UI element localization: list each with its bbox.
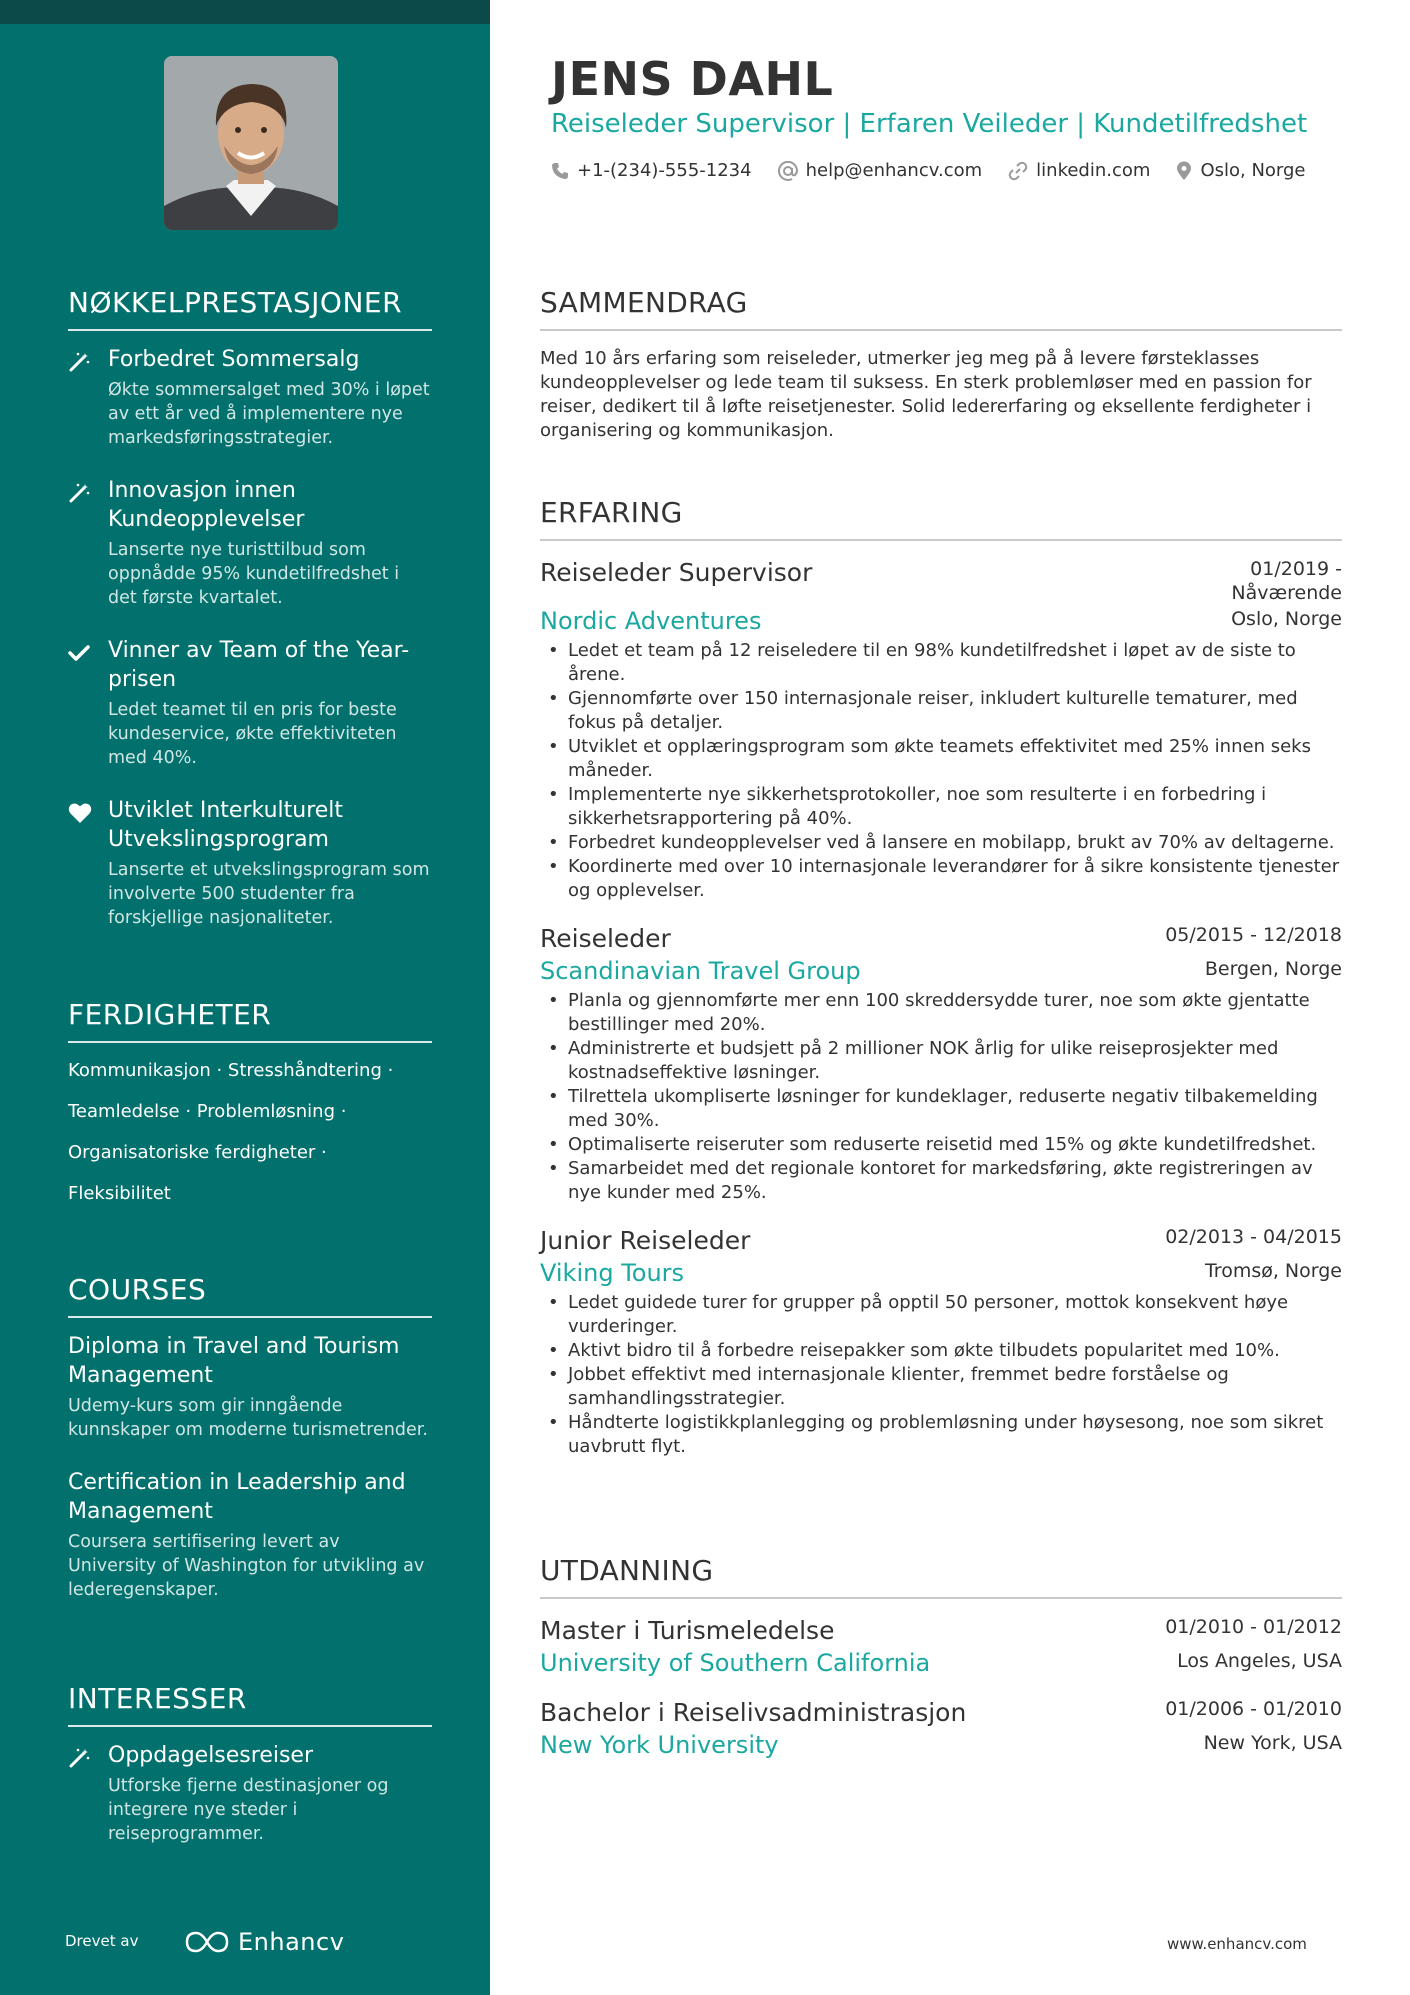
magic-wand-icon <box>68 345 108 450</box>
summary-text: Med 10 års erfaring som reiseleder, utmerker jeg meg på å levere førsteklasses kundeopplevelser og lede team til suksess. En sterk problemløser med en passion for reiser, dedikert til å løfte reisetjenester. Solid ledererfaring og eksellente ferdigheter i organisering og kommunikasjon. <box>540 348 1312 441</box>
location-pin-icon <box>1176 161 1192 181</box>
bullet-item: • Administrerte et budsjett på 2 millioner NOK årlig for ulike reiseprosjekter med kostnadseffektive løsninger. <box>540 1037 1342 1085</box>
candidate-name: JENS DAHL <box>551 52 834 106</box>
education-entry <box>540 1697 1342 1761</box>
school-location: Los Angeles, USA <box>1177 1650 1342 1672</box>
magic-wand-icon <box>68 1741 108 1846</box>
degree-title: Master i Turismeledelse <box>540 1616 835 1645</box>
bullet-item: • Gjennomførte over 150 internasjonale reiser, inkludert kulturelle tematurer, med fokus på detaljer. <box>540 687 1342 735</box>
job-date: 05/2015 - 12/2018 <box>1165 924 1342 946</box>
skill-line: Organisatoriske ferdigheter · <box>68 1142 327 1163</box>
job-title: Reiseleder Supervisor <box>540 558 813 587</box>
job-entry <box>540 557 1342 903</box>
at-sign-icon <box>778 161 798 181</box>
job-location: Oslo, Norge <box>1231 608 1342 630</box>
school-name: University of Southern California <box>540 1649 931 1677</box>
interest-desc: Utforske fjerne destinasjoner og integrere nye steder i reiseprogrammer. <box>108 1776 389 1844</box>
bullet-item: • Optimaliserte reiseruter som reduserte reisetid med 15% og økte kundetilfredshet. <box>540 1133 1342 1157</box>
course-title: Diploma in Travel and Tourism Management <box>68 1334 400 1388</box>
achievement-item <box>68 636 432 770</box>
link-icon <box>1008 161 1028 181</box>
email-text: help@enhancv.com <box>805 160 983 181</box>
achievement-title: Innovasjon innen Kundeopplevelser <box>108 478 305 532</box>
company-name: Viking Tours <box>540 1259 685 1287</box>
contact-location <box>1176 160 1305 181</box>
achievement-desc: Ledet teamet til en pris for beste kundeservice, økte effektiviteten med 40%. <box>108 700 397 768</box>
degree-title: Bachelor i Reiselivsadministrasjon <box>540 1698 967 1727</box>
bullet-item: • Ledet et team på 12 reiseledere til en 98% kundetilfredshet i løpet av de siste to årene. <box>540 639 1342 687</box>
sidebar <box>0 0 490 1995</box>
job-date-line: 01/2019 - <box>1250 558 1342 580</box>
bullet-item: • Forbedret kundeopplevelser ved å lansere en mobilapp, brukt av 70% av deltagerne. <box>540 831 1342 855</box>
contact-email[interactable] <box>778 160 983 181</box>
achievement-item <box>68 796 432 930</box>
contact-bar <box>551 160 1332 181</box>
bullet-item: • Koordinerte med over 10 internasjonale leverandører for å sikre konsistente tjenester og opplevelser. <box>540 855 1342 903</box>
skill-line: Fleksibilitet <box>68 1183 171 1204</box>
job-title: Junior Reiseleder <box>540 1226 751 1255</box>
courses-section <box>68 1273 432 1628</box>
skills-section <box>68 998 432 1223</box>
education-entry <box>540 1615 1342 1679</box>
enhancv-brand-text: Enhancv <box>238 1928 345 1956</box>
location-text: Oslo, Norge <box>1200 160 1306 181</box>
summary-section <box>540 286 1342 443</box>
sidebar-top-bar <box>0 0 490 24</box>
achievement-desc: Økte sommersalget med 30% i løpet av ett år ved å implementere nye markedsføringsstrategier. <box>108 380 430 448</box>
contact-phone[interactable] <box>551 160 752 181</box>
candidate-tagline: Reiseleder Supervisor | Erfaren Veileder | Kundetilfredshet <box>551 109 1308 139</box>
job-date: 02/2013 - 04/2015 <box>1165 1226 1342 1248</box>
school-name: New York University <box>540 1731 779 1759</box>
interest-item <box>68 1741 432 1846</box>
job-date-line: Nåværende <box>1231 582 1342 604</box>
education-date: 01/2010 - 01/2012 <box>1165 1616 1342 1638</box>
job-location: Bergen, Norge <box>1204 958 1342 980</box>
job-title: Reiseleder <box>540 924 671 953</box>
phone-icon <box>551 162 569 180</box>
linkedin-text: linkedin.com <box>1036 160 1151 181</box>
interest-title: Oppdagelsesreiser <box>108 1743 314 1768</box>
achievements-heading: NØKKELPRESTASJONER <box>68 286 432 331</box>
skill-line: Teamledelse · Problemløsning · <box>68 1101 347 1122</box>
bullet-item: • Aktivt bidro til å forbedre reisepakker som økte tilbudets popularitet med 10%. <box>540 1339 1342 1363</box>
job-location: Tromsø, Norge <box>1204 1260 1342 1282</box>
infinity-logo-icon <box>184 1930 230 1954</box>
course-desc: Coursera sertifisering levert av University of Washington for utvikling av lederegenskaper. <box>68 1532 425 1600</box>
course-desc: Udemy-kurs som gir inngående kunnskaper om moderne turismetrender. <box>68 1396 428 1440</box>
achievement-title: Vinner av Team of the Year-prisen <box>108 638 410 692</box>
bullet-item: • Utviklet et opplæringsprogram som økte teamets effektivitet med 25% innen seks måneder. <box>540 735 1342 783</box>
bullet-item: • Planla og gjennomførte mer enn 100 skreddersydde turer, noe som økte gjentatte bestillinger med 20%. <box>540 989 1342 1037</box>
phone-text: +1-(234)-555-1234 <box>577 160 752 181</box>
experience-section <box>540 496 1342 1479</box>
achievement-item <box>68 345 432 450</box>
bullet-item: • Håndterte logistikkplanlegging og problemløsning under høysesong, noe som sikret uavbrutt flyt. <box>540 1411 1342 1459</box>
job-bullets <box>540 989 1342 1205</box>
achievements-section <box>68 286 432 956</box>
skill-line: Kommunikasjon · Stresshåndtering · <box>68 1060 394 1081</box>
course-item <box>68 1468 432 1602</box>
bullet-item: • Jobbet effektivt med internasjonale klienter, fremmet bedre forståelse og samhandlingsstrategier. <box>540 1363 1342 1411</box>
magic-wand-icon <box>68 476 108 610</box>
achievement-title: Utviklet Interkulturelt Utvekslingsprogram <box>108 798 344 852</box>
experience-heading: ERFARING <box>540 496 1342 541</box>
course-title: Certification in Leadership and Management <box>68 1470 406 1524</box>
bullet-item: • Samarbeidet med det regionale kontoret for markedsføring, økte registreringen av nye kunder med 25%. <box>540 1157 1342 1205</box>
company-name: Scandinavian Travel Group <box>540 957 861 985</box>
school-location: New York, USA <box>1203 1732 1342 1754</box>
bullet-item: • Implementerte nye sikkerhetsprotokoller, noe som resulterte i en forbedring i sikkerhetsrapportering på 40%. <box>540 783 1342 831</box>
achievement-item <box>68 476 432 610</box>
enhancv-logo[interactable] <box>184 1928 344 1956</box>
job-date <box>1231 557 1342 605</box>
footer-website[interactable]: www.enhancv.com <box>1167 1935 1307 1953</box>
skills-heading: FERDIGHETER <box>68 998 432 1043</box>
education-section <box>540 1554 1342 1779</box>
achievement-desc: Lanserte et utvekslingsprogram som involverte 500 studenter fra forskjellige nasjonaliteter. <box>108 860 430 928</box>
job-entry <box>540 923 1342 1205</box>
interests-section <box>68 1682 432 1872</box>
education-heading: UTDANNING <box>540 1554 1342 1599</box>
powered-by-label: Drevet av <box>65 1932 139 1950</box>
bullet-item: • Tilrettela ukompliserte løsninger for kundeklager, reduserte negativ tilbakemelding med 30%. <box>540 1085 1342 1133</box>
job-bullets <box>540 639 1342 903</box>
education-date: 01/2006 - 01/2010 <box>1165 1698 1342 1720</box>
contact-linkedin[interactable] <box>1008 160 1150 181</box>
courses-heading: COURSES <box>68 1273 432 1318</box>
course-item <box>68 1332 432 1442</box>
bullet-item: • Ledet guidede turer for grupper på opptil 50 personer, mottok konsekvent høye vurderinger. <box>540 1291 1342 1339</box>
interests-heading: INTERESSER <box>68 1682 432 1727</box>
achievement-title: Forbedret Sommersalg <box>108 347 360 372</box>
heart-icon <box>68 796 108 930</box>
profile-photo <box>164 56 338 230</box>
summary-heading: SAMMENDRAG <box>540 286 1342 331</box>
job-bullets <box>540 1291 1342 1459</box>
company-name: Nordic Adventures <box>540 607 762 635</box>
checkmark-icon <box>68 636 108 770</box>
job-entry <box>540 1225 1342 1459</box>
achievement-desc: Lanserte nye turisttilbud som oppnådde 95% kundetilfredshet i det første kvartalet. <box>108 540 400 608</box>
